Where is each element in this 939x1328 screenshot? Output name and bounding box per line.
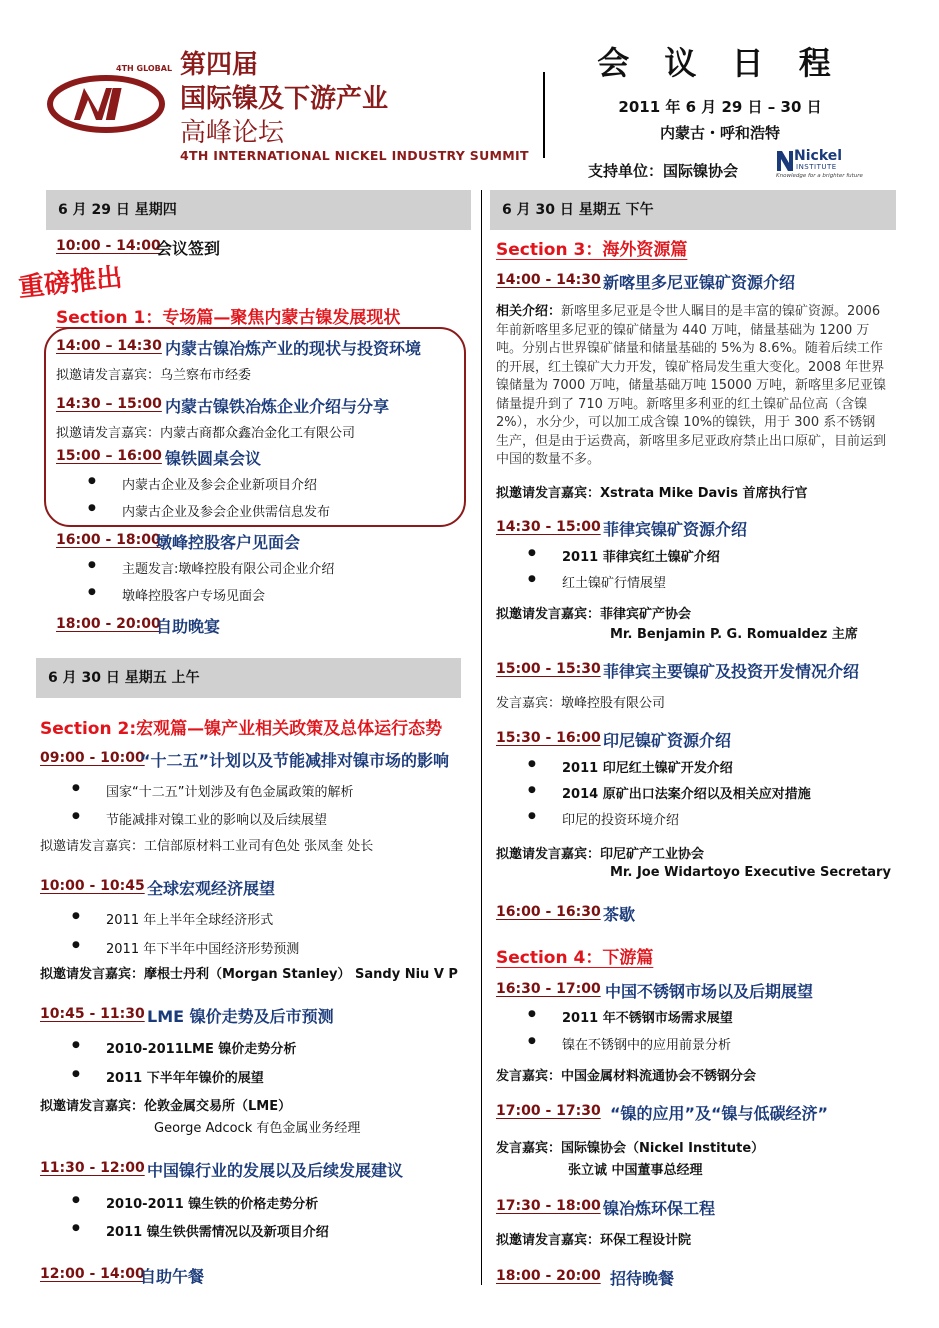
bullet-item: ● 2011 菲律宾红土镍矿介绍 — [562, 546, 720, 565]
event-title-line1: 第四届 — [180, 50, 259, 80]
time-label: 16:00 - 16:30 — [496, 904, 601, 920]
bullet-item: ● 节能减排对镍工业的影响以及后续展望 — [106, 809, 327, 828]
time-label: 14:30 – 15:00 — [56, 396, 162, 412]
promo-stamp: 重磅推出 — [16, 262, 124, 304]
speaker-note: George Adcock 有色金属业务经理 — [154, 1121, 361, 1136]
speaker-note: 拟邀请发言嘉宾：内蒙古商都众鑫冶金化工有限公司 — [56, 426, 356, 441]
bullet-item: ● 主题发言:墩峰控股有限公司企业介绍 — [122, 558, 334, 577]
speaker-note: 发言嘉宾：中国金属材料流通协会不锈钢分会 — [496, 1069, 757, 1084]
logo-badge: 4TH GLOBAL — [116, 64, 173, 73]
day2-afternoon-bar: 6 月 30 日 星期五 下午 — [490, 190, 896, 230]
section4-heading: Section 4：下游篇 — [496, 948, 654, 968]
session-title: 菲律宾主要镍矿及投资开发情况介绍 — [603, 662, 860, 681]
session-title: “十二五”计划以及节能减排对镍市场的影响 — [140, 751, 450, 770]
day1-bar: 6 月 29 日 星期四 — [46, 190, 471, 230]
bullet-item: ● 2011 印尼红土镍矿开发介绍 — [562, 757, 733, 776]
session-title: 自助晚宴 — [156, 617, 221, 636]
session-title: 自助午餐 — [140, 1267, 205, 1286]
time-label: 17:00 - 17:30 — [496, 1103, 601, 1119]
bullet-item: ● 内蒙古企业及参会企业供需信息发布 — [122, 501, 330, 520]
bullet-item: ● 2010-2011LME 镍价走势分析 — [106, 1038, 296, 1057]
bullet-item: ● 印尼的投资环境介绍 — [562, 809, 679, 828]
bullet-item: ● 2011 年不锈钢市场需求展望 — [562, 1007, 733, 1026]
nickel-institute-icon — [776, 150, 794, 172]
session-title: 印尼镍矿资源介绍 — [603, 731, 732, 750]
session-title: 茶歇 — [603, 905, 636, 924]
nickel-institute-logo: Nickel INSTITUTE Knowledge for a brighter future — [776, 148, 863, 179]
speaker-note: 拟邀请发言嘉宾：工信部原材料工业司有色处 张凤奎 处长 — [40, 839, 374, 854]
time-label: 14:30 - 15:00 — [496, 519, 601, 535]
session-title: 招待晚餐 — [610, 1269, 675, 1288]
speaker-note: 发言嘉宾：墩峰控股有限公司 — [496, 696, 666, 711]
session-title: 镍铁圆桌会议 — [165, 449, 262, 468]
speaker-note: 拟邀请发言嘉宾：环保工程设计院 — [496, 1233, 692, 1248]
session-title: 会议签到 — [156, 239, 221, 258]
event-title-line3: 高峰论坛 — [180, 118, 285, 148]
event-title-line2: 国际镍及下游产业 — [180, 84, 389, 114]
event-dates: 2011 年 6 月 29 日 – 30 日 — [618, 98, 822, 116]
session-title: 镍冶炼环保工程 — [603, 1199, 716, 1218]
speaker-note: Mr. Benjamin P. G. Romualdez 主席 — [610, 627, 858, 642]
time-label: 14:00 - 14:30 — [496, 272, 601, 288]
session-title: 墩峰控股客户见面会 — [156, 533, 301, 552]
time-label: 15:00 - 15:30 — [496, 661, 601, 677]
time-label: 10:45 - 11:30 — [40, 1006, 145, 1022]
time-label: 10:00 - 14:00 — [56, 238, 161, 254]
time-label: 15:00 – 16:00 — [56, 448, 162, 464]
bullet-item: ● 2014 原矿出口法案介绍以及相关应对措施 — [562, 783, 811, 802]
speaker-note: 拟邀请发言嘉宾：乌兰察布市经委 — [56, 368, 252, 383]
intro-paragraph: 相关介绍：新喀里多尼亚是令世人瞩目的是丰富的镍矿资源。2006 年前新喀里多尼亚的镍矿储量为 440 万吨，储量基础为 1200 万吨。分别占世界镍矿储量和储量基础的 5%为 8.6%。随着后续工作的开展，红土镍矿大力开发，镍矿格局发生重大变化。2008 年世界镍储量为 7000 万吨，储量基础万吨 15000 万吨，新喀里多尼亚镍储量提升到了 710 万吨。新喀里多利亚的红土镍矿品位高（含镍 2%），水分少，可以加工成含镍 10%的镍铁，用于 300 系不锈钢生产，但是由于运费高，新喀里多尼亚政府禁止出口原矿，目前运到中国的数量不多。 — [496, 304, 887, 467]
time-label: 16:30 - 17:00 — [496, 981, 601, 997]
bullet-item: ● 墩峰控股客户专场见面会 — [122, 585, 265, 604]
time-label: 14:00 – 14:30 — [56, 338, 162, 354]
time-label: 10:00 - 10:45 — [40, 878, 145, 894]
agenda-title: 会 议 日 程 — [597, 44, 843, 82]
day2-morning-bar: 6 月 30 日 星期五 上午 — [36, 658, 461, 698]
bullet-item: ● 国家“十二五”计划涉及有色金属政策的解析 — [106, 781, 353, 800]
bullet-item: ● 镍在不锈钢中的应用前景分析 — [562, 1034, 731, 1053]
speaker-note: 拟邀请发言嘉宾：Xstrata Mike Davis 首席执行官 — [496, 486, 808, 501]
time-label: 09:00 - 10:00 — [40, 750, 145, 766]
time-label: 16:00 - 18:00 — [56, 532, 161, 548]
bullet-item: ● 内蒙古企业及参会企业新项目介绍 — [122, 474, 317, 493]
time-label: 12:00 - 14:00 — [40, 1266, 145, 1282]
bullet-item: ● 2011 年上半年全球经济形式 — [106, 909, 273, 928]
session-title: 内蒙古镍铁冶炼企业介绍与分享 — [165, 397, 390, 416]
session-title: 全球宏观经济展望 — [147, 879, 276, 898]
event-logo — [46, 60, 176, 140]
time-label: 18:00 - 20:00 — [56, 616, 161, 632]
session-title: 新喀里多尼亚镍矿资源介绍 — [603, 273, 796, 292]
session-title: 中国不锈钢市场以及后期展望 — [605, 982, 814, 1001]
section2-heading: Section 2:宏观篇—镍产业相关政策及总体运行态势 — [40, 719, 443, 739]
column-divider — [481, 190, 482, 1285]
speaker-note: 张立诚 中国董事总经理 — [568, 1163, 703, 1178]
section1-heading: Section 1：专场篇—聚焦内蒙古镍发展现状 — [56, 308, 401, 328]
nickel-summit-logo-icon — [46, 72, 172, 134]
session-title: 中国镍行业的发展以及后续发展建议 — [147, 1161, 404, 1180]
time-label: 18:00 - 20:00 — [496, 1268, 601, 1284]
speaker-note: 发言嘉宾：国际镍协会（Nickel Institute） — [496, 1141, 765, 1156]
session-title: “镍的应用”及“镍与低碳经济” — [610, 1104, 829, 1123]
speaker-note: 拟邀请发言嘉宾：伦敦金属交易所（LME） — [40, 1099, 292, 1114]
speaker-note: 拟邀请发言嘉宾：印尼矿产工业协会 — [496, 847, 705, 862]
bullet-item: ● 2011 下半年年镍价的展望 — [106, 1067, 264, 1086]
header-divider — [543, 72, 545, 158]
event-location: 内蒙古・呼和浩特 — [659, 124, 780, 142]
bullet-item: ● 2011 镍生铁供需情况以及新项目介绍 — [106, 1221, 329, 1240]
event-title-en: 4TH INTERNATIONAL NICKEL INDUSTRY SUMMIT — [180, 148, 529, 163]
session-title: LME 镍价走势及后市预测 — [147, 1007, 334, 1026]
speaker-note: 拟邀请发言嘉宾：菲律宾矿产协会 — [496, 607, 692, 622]
section3-heading: Section 3：海外资源篇 — [496, 240, 688, 260]
session-title: 菲律宾镍矿资源介绍 — [603, 520, 748, 539]
bullet-item: ● 红土镍矿行情展望 — [562, 572, 666, 591]
bullet-item: ● 2011 年下半年中国经济形势预测 — [106, 938, 299, 957]
time-label: 17:30 - 18:00 — [496, 1198, 601, 1214]
time-label: 11:30 - 12:00 — [40, 1160, 145, 1176]
speaker-note: 拟邀请发言嘉宾：摩根士丹利（Morgan Stanley） Sandy Niu V P — [40, 967, 458, 982]
bullet-item: ● 2010-2011 镍生铁的价格走势分析 — [106, 1193, 318, 1212]
session-title: 内蒙古镍冶炼产业的现状与投资环境 — [165, 339, 422, 358]
time-label: 15:30 - 16:00 — [496, 730, 601, 746]
support-text: 支持单位：国际镍协会 — [588, 162, 739, 180]
speaker-note: Mr. Joe Widartoyo Executive Secretary — [610, 865, 891, 880]
